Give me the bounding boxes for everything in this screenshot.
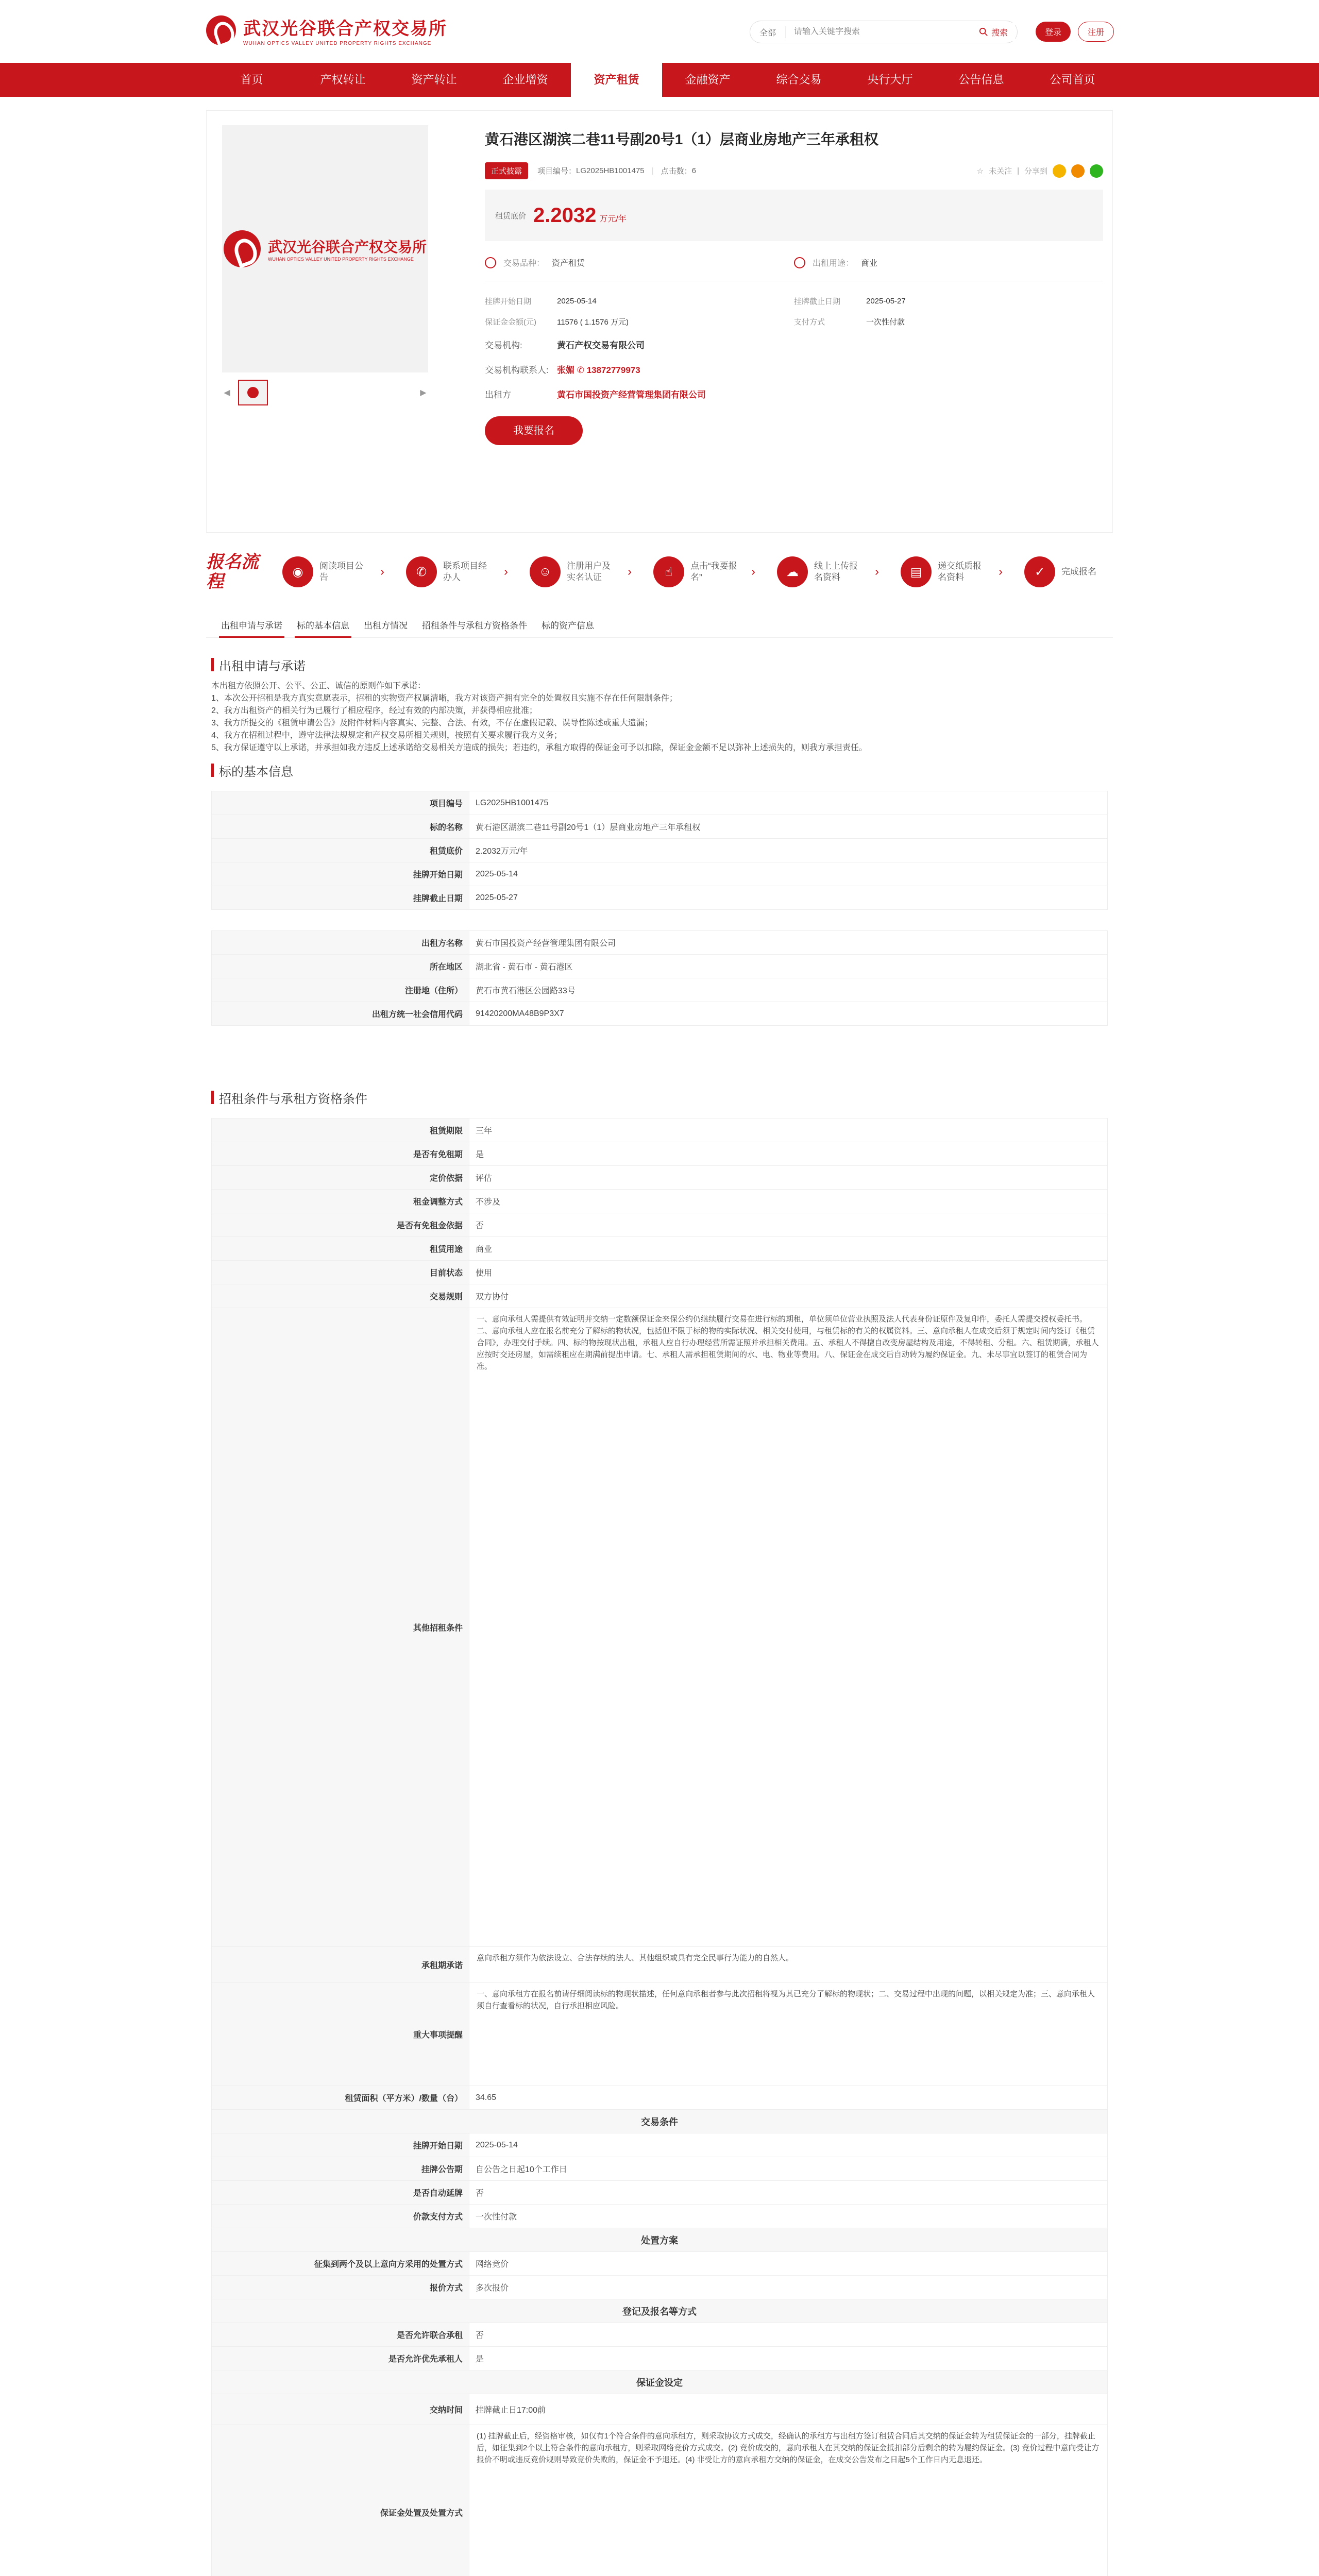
table-row — [212, 1308, 1108, 1947]
org-value: 黄石产权交易有限公司 — [557, 340, 645, 350]
logo-title: 武汉光谷联合产权交易所 — [243, 19, 447, 39]
row-value: 湖北省 - 黄石市 - 黄石港区 — [469, 955, 1108, 978]
table-row — [212, 2370, 1108, 2394]
table-row — [212, 1166, 1108, 1190]
status-badge: 正式披露 — [485, 162, 528, 179]
table-row — [212, 2394, 1108, 2425]
table-row — [212, 1237, 1108, 1261]
phone-icon: ✆ — [406, 556, 437, 587]
table-row — [212, 2425, 1108, 2576]
main-image[interactable] — [222, 125, 428, 372]
apply-button[interactable]: 我要报名 — [485, 416, 583, 445]
tab-apply-promise[interactable]: 出租申请与承诺 — [219, 618, 284, 638]
row-label: 租赁底价 — [212, 839, 469, 862]
share-weibo-icon[interactable] — [1071, 164, 1085, 178]
search-input[interactable] — [786, 27, 972, 37]
row-label: 租赁期限 — [212, 1118, 469, 1142]
lessor-label: 出租方 — [485, 389, 511, 400]
flow-title: 报名流程 — [206, 552, 259, 591]
row-value: 自公告之日起10个工作日 — [469, 2157, 1108, 2181]
search-button-label: 搜索 — [991, 28, 1008, 38]
row-value: 是 — [469, 1142, 1108, 1166]
row-label: 报价方式 — [212, 2276, 469, 2299]
row-label: 征集到两个及以上意向方采用的处置方式 — [212, 2252, 469, 2276]
flow-step-label: 点击“我要报名” — [690, 561, 737, 582]
contact-label: 交易机构联系人: — [485, 365, 549, 375]
row-label: 承租期承诺 — [212, 1947, 469, 1983]
image-gallery — [222, 125, 428, 403]
promise-line: 1、本次公开招租是我方真实意愿表示，招租的实物资产权属清晰，我方对该资产拥有完全的处置权且实施不存在任何限制条件； — [211, 694, 678, 703]
group-header: 保证金设定 — [212, 2370, 1108, 2394]
click-icon: ☝ — [653, 556, 684, 587]
row-label: 保证金处置及处置方式 — [212, 2425, 469, 2576]
project-title: 黄石港区湖滨二巷11号副20号1（1）层商业房地产三年承租权 — [485, 131, 878, 147]
group-header: 处置方案 — [212, 2228, 1108, 2252]
table-row — [212, 1261, 1108, 1284]
table-row — [212, 1213, 1108, 1237]
table-row — [212, 1142, 1108, 1166]
arrow-right-icon: › — [380, 565, 384, 579]
field-value: 11576 ( 1.1576 万元) — [557, 317, 629, 327]
row-value: 三年 — [469, 1118, 1108, 1142]
promise-line: 4、我方在招租过程中，遵守法律法规规定和产权交易所相关规则，按照有关要求履行我方义务； — [211, 731, 562, 740]
table-row — [212, 791, 1108, 815]
tab-asset-info[interactable]: 标的资产信息 — [542, 621, 594, 631]
row-value: 否 — [469, 2181, 1108, 2205]
table-row — [212, 1284, 1108, 1308]
row-value: 双方协付 — [469, 1284, 1108, 1308]
field-value: 一次性付款 — [866, 317, 905, 327]
row-value: 34.65 — [469, 2086, 1108, 2110]
share-label: 分享到 — [1024, 167, 1047, 176]
section-conditions — [211, 1087, 1108, 2576]
table-row — [212, 862, 1108, 886]
field-label: 保证金金额(元) — [485, 317, 536, 327]
flow-step-label: 线上上传报名资料 — [814, 561, 858, 582]
use-icon — [794, 257, 805, 268]
row-label: 挂牌开始日期 — [212, 2133, 469, 2157]
org-label: 交易机构: — [485, 340, 522, 350]
row-label: 注册地（住所） — [212, 978, 469, 1002]
project-no-label: 项目编号： — [537, 167, 577, 176]
table-row — [212, 955, 1108, 978]
flow-step-label: 完成报名 — [1061, 567, 1096, 577]
nav-item-central-hall[interactable]: 央行大厅 — [867, 73, 913, 86]
row-label: 租金调整方式 — [212, 1190, 469, 1213]
row-value: 一次性付款 — [469, 2205, 1108, 2228]
nav-item-announcements[interactable]: 公告信息 — [958, 73, 1004, 86]
contact-value: 张媚 ✆ 13872779973 — [557, 365, 640, 375]
row-value: LG2025HB1001475 — [469, 791, 1108, 815]
nav-item-capital-increase[interactable]: 企业增资 — [502, 73, 548, 86]
follow-button[interactable]: 未关注 — [989, 167, 1012, 176]
table-row — [212, 2347, 1108, 2370]
login-button[interactable]: 登录 — [1036, 22, 1071, 42]
table-row — [212, 931, 1108, 955]
row-label: 租赁面积（平方米）/数量（台） — [212, 2086, 469, 2110]
row-value: 2025-05-14 — [469, 2133, 1108, 2157]
row-label: 标的名称 — [212, 815, 469, 839]
table-row — [212, 2110, 1108, 2133]
flow-step-label: 阅读项目公告 — [319, 561, 363, 582]
row-value: 2025-05-14 — [469, 862, 1108, 886]
project-detail-card — [206, 110, 1113, 533]
arrow-right-icon: › — [999, 565, 1003, 579]
project-info: 黄石港区湖滨二巷11号副20号1（1）层商业房地产三年承租权 正式披露 项目编号： LG2025HB1001475 | 点击数： 6 ☆ 未关注 | 分享到 租赁底价 2.2032 万元/年 交易品种： 资产租赁 出租用途： 商业 挂牌开始日期 2025-05-14 挂牌截止日期 2025-05-27 保证金金额(元) 11576 ( 1.1576 万元) 支付方式 一次性付款 交易机构: 黄石产权交易有限公司 交易机构联系人: 张媚 ✆ 13872779973 出租方 黄石市国投资产经营管理集团有限公司 我要报名 — [485, 128, 1103, 445]
row-value: 评估 — [469, 1166, 1108, 1190]
document-icon: ▤ — [901, 556, 932, 587]
table-row — [212, 978, 1108, 1002]
nav-item-home[interactable]: 首页 — [240, 73, 263, 86]
nav-item-company[interactable]: 公司首页 — [1050, 73, 1095, 86]
user-icon: ☺ — [530, 556, 561, 587]
nav-item-asset-lease[interactable]: 资产租赁 — [571, 63, 662, 97]
prev-arrow-icon[interactable]: ◀ — [224, 388, 230, 397]
nav-item-asset-transfer[interactable]: 资产转让 — [411, 73, 457, 86]
row-value: 是 — [469, 2347, 1108, 2370]
row-label: 定价依据 — [212, 1166, 469, 1190]
row-value: 使用 — [469, 1261, 1108, 1284]
row-value: 挂牌截止日17:00前 — [469, 2394, 1108, 2425]
row-value: 多次报价 — [469, 2276, 1108, 2299]
arrow-right-icon: › — [751, 565, 755, 579]
table-row — [212, 2133, 1108, 2157]
table-row — [212, 1947, 1108, 1983]
section-title: 标的基本信息 — [219, 765, 293, 779]
table-row — [212, 2205, 1108, 2228]
table-row — [212, 1002, 1108, 1026]
row-value: 2.2032万元/年 — [469, 839, 1108, 862]
promise-line: 5、我方保证遵守以上承诺，并承担如我方违反上述承诺给交易相关方造成的损失；若违约，承租方取得的保证金可予以扣除，保证金金额不足以弥补上述损失的，则我方承担责任。 — [211, 743, 867, 752]
row-label: 是否自动延牌 — [212, 2181, 469, 2205]
table-row — [212, 2276, 1108, 2299]
table-row — [212, 815, 1108, 839]
section-apply-promise — [211, 654, 1108, 754]
field-label: 挂牌开始日期 — [485, 297, 532, 306]
promise-line: 本出租方依照公开、公平、公正、诚信的原则作如下承诺： — [211, 682, 426, 690]
section-basic-info — [211, 760, 1108, 1026]
row-label: 是否有免租金依据 — [212, 1213, 469, 1237]
read-announcement-icon: ◉ — [282, 556, 313, 587]
nav-item-equity[interactable]: 产权转让 — [320, 73, 366, 86]
row-value: 网络竞价 — [469, 2252, 1108, 2276]
table-row — [212, 2299, 1108, 2323]
row-label: 所在地区 — [212, 955, 469, 978]
gallery-logo-subtitle: WUHAN OPTICS VALLEY UNITED PROPERTY RIGHTS EXCHANGE — [267, 257, 414, 262]
row-value: 黄石港区湖滨二巷11号副20号1（1）层商业房地产三年承租权 — [469, 815, 1108, 839]
arrow-right-icon: › — [875, 565, 879, 579]
row-label: 交纳时间 — [212, 2394, 469, 2425]
check-icon: ✓ — [1024, 556, 1055, 587]
row-label: 重大事项提醒 — [212, 1983, 469, 2086]
flow-step-label: 联系项目经办人 — [443, 561, 487, 582]
tab-lessor-info[interactable]: 出租方情况 — [364, 621, 408, 631]
tab-basic-info[interactable]: 标的基本信息 — [295, 618, 351, 638]
row-label: 是否有免租期 — [212, 1142, 469, 1166]
thumbnail-logo-icon — [247, 387, 259, 398]
share-qzone-icon[interactable] — [1053, 164, 1066, 178]
row-value: 2025-05-27 — [469, 886, 1108, 910]
flow-step-label: 递交纸质报名资料 — [938, 561, 982, 582]
row-value: 商业 — [469, 1237, 1108, 1261]
logo-mark-icon — [224, 230, 261, 267]
table-row — [212, 2323, 1108, 2347]
row-label: 交易规则 — [212, 1284, 469, 1308]
row-label: 项目编号 — [212, 791, 469, 815]
row-value: 一、意向承租方在报名前请仔细阅读标的物现状描述，任何意向承租者参与此次招租将视为其已充分了解标的物现状；二、交易过程中出现的问题，以相关规定为准；三、意向承租人须自行查看标的状况，自行承担相应风险。 — [469, 1983, 1108, 2086]
table-row — [212, 2181, 1108, 2205]
row-label: 挂牌开始日期 — [212, 862, 469, 886]
field-value: 2025-05-14 — [557, 296, 597, 306]
arrow-right-icon: › — [628, 565, 632, 579]
nav-item-comprehensive[interactable]: 综合交易 — [776, 73, 822, 86]
row-value: (1) 挂牌截止后，经资格审核，如仅有1个符合条件的意向承租方，则采取协议方式成交，经确认的承租方与出租方签订租赁合同后其交纳的保证金转为租赁保证金的一部分，挂牌截止后，如征集到2个以上符合条件的意向承租方，则采取网络竞价方式成交。(2) 竞价成交的，意向承租人在其交纳的保证金抵扣部分后剩余的转为履约保证金。(3) 竞价过程中意向受让方报价不明或违反竞价规则导致竞价失败的，保证金不予退还。(4) 非受让方的意向承租方交纳的保证金，在成交公告发布之日起5个工作日内无息退还。 — [469, 2425, 1108, 2576]
search-icon — [979, 27, 988, 37]
use-value: 商业 — [861, 259, 878, 268]
lessor-value[interactable]: 黄石市国投资产经营管理集团有限公司 — [557, 389, 706, 400]
table-row — [212, 2157, 1108, 2181]
table-row — [212, 2252, 1108, 2276]
row-value: 黄石市国投资产经营管理集团有限公司 — [469, 931, 1108, 955]
row-label: 出租方名称 — [212, 931, 469, 955]
flow-step-label: 注册用户及实名认证 — [567, 561, 611, 582]
views-label: 点击数： — [661, 167, 692, 176]
trade-type-value: 资产租赁 — [552, 259, 585, 268]
tab-conditions[interactable]: 招租条件与承租方资格条件 — [422, 621, 527, 631]
field-label: 挂牌截止日期 — [794, 297, 841, 306]
row-value: 黄石市黄石港区公园路33号 — [469, 978, 1108, 1002]
promise-line: 3、我方所提交的《租赁申请公告》及附件材料内容真实、完整、合法、有效，不存在虚假记载、误导性陈述或重大遗漏； — [211, 719, 653, 727]
row-value: 意向承租方须作为依法设立、合法存续的法人、其他组织或具有完全民事行为能力的自然人。 — [469, 1947, 1108, 1983]
row-label: 出租方统一社会信用代码 — [212, 1002, 469, 1026]
table-row — [212, 2228, 1108, 2252]
row-label: 挂牌公告期 — [212, 2157, 469, 2181]
field-label: 支付方式 — [794, 317, 825, 327]
row-label: 价款支付方式 — [212, 2205, 469, 2228]
star-icon[interactable]: ☆ — [976, 166, 984, 176]
row-value: 否 — [469, 1213, 1108, 1237]
row-value: 不涉及 — [469, 1190, 1108, 1213]
price-value: 2.2032 — [533, 204, 597, 227]
table-row — [212, 1983, 1108, 2086]
main-nav — [0, 63, 1319, 97]
gallery-thumbnail[interactable] — [238, 380, 268, 405]
share-wechat-icon[interactable] — [1090, 164, 1103, 178]
table-row — [212, 1190, 1108, 1213]
row-label: 是否允许优先承租人 — [212, 2347, 469, 2370]
section-title: 招租条件与承租方资格条件 — [219, 1092, 367, 1106]
search-bar — [750, 21, 1018, 43]
views-count: 6 — [691, 166, 696, 175]
logo-mark-icon — [206, 15, 236, 45]
group-header: 登记及报名等方式 — [212, 2299, 1108, 2323]
table-row — [212, 2086, 1108, 2110]
use-label: 出租用途： — [813, 259, 854, 268]
row-value: 否 — [469, 2323, 1108, 2347]
next-arrow-icon[interactable]: ▶ — [420, 388, 427, 397]
row-label: 其他招租条件 — [212, 1308, 469, 1947]
price-unit: 万元/年 — [599, 214, 627, 224]
row-label: 目前状态 — [212, 1261, 469, 1284]
row-label: 挂牌截止日期 — [212, 886, 469, 910]
promise-line: 2、我方出租资产的相关行为已履行了相应程序，经过有效的内部决策，并获得相应批准； — [211, 706, 537, 715]
arrow-right-icon: › — [504, 565, 508, 579]
top-header — [0, 0, 1319, 63]
row-label: 是否允许联合承租 — [212, 2323, 469, 2347]
trade-type-label: 交易品种： — [503, 259, 545, 268]
price-box — [485, 190, 1103, 241]
table-row — [212, 1118, 1108, 1142]
table-row — [212, 839, 1108, 862]
table-row — [212, 886, 1108, 910]
upload-icon: ☁ — [777, 556, 808, 587]
row-value: 一、意向承租人需提供有效证明并交纳一定数额保证金来保公约仍继续履行交易在进行标的期租，单位须单位营业执照及法人代表身份证原件及复印件，委托人需提交授权委托书。二、意向承租人应在报名前充分了解标的物状况，包括但不限于标的物的实际状况、相关交付使用，与租赁标的有关的权属资料。三、意向承租人在成交后须于规定时间内签订《租赁合同》，办理交付手续。四、标的物按现状出租，承租人应自行办理经营所需证照并承担相关费用。五、承租人不得擅自改变房屋结构及用途，不得转租、分租。六、租赁期满，承租人应按时交还房屋，如需续租应在期满前提出申请。七、承租人需承担租赁期间的水、电、物业等费用。八、保证金在成交后自动转为履约保证金。九、未尽事宜以签订的租赁合同为准。 — [469, 1308, 1108, 1947]
nav-item-financial-assets[interactable]: 金融资产 — [685, 73, 731, 86]
section-title: 出租申请与承诺 — [219, 659, 306, 673]
group-header: 交易条件 — [212, 2110, 1108, 2133]
price-label: 租赁底价 — [495, 211, 527, 221]
trade-type-icon — [485, 257, 496, 268]
site-logo[interactable] — [206, 14, 447, 46]
project-no: LG2025HB1001475 — [576, 166, 645, 175]
register-button[interactable]: 注册 — [1078, 22, 1114, 42]
field-value: 2025-05-27 — [866, 296, 906, 306]
registration-flow — [206, 546, 1113, 598]
gallery-logo-title: 武汉光谷联合产权交易所 — [267, 239, 427, 255]
row-value: 91420200MA48B9P3X7 — [469, 1002, 1108, 1026]
detail-tabs — [206, 618, 1113, 638]
search-type-select[interactable]: 全部 — [750, 26, 786, 38]
search-button[interactable] — [972, 23, 1015, 41]
row-label: 租赁用途 — [212, 1237, 469, 1261]
logo-subtitle: WUHAN OPTICS VALLEY UNITED PROPERTY RIGHTS EXCHANGE — [243, 41, 432, 46]
